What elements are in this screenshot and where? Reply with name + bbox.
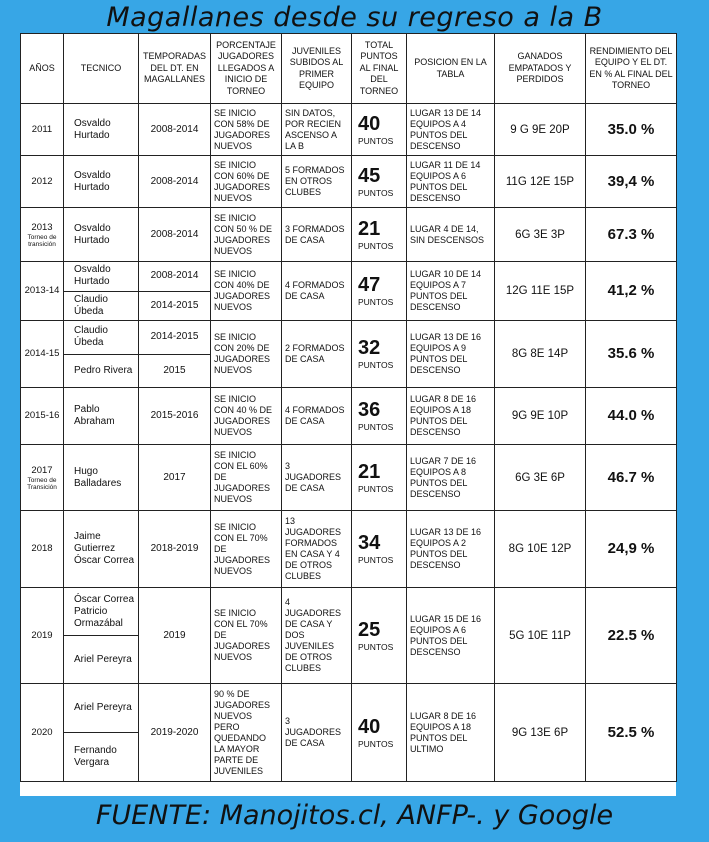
header-rendimiento: RENDIMIENTO DEL EQUIPO Y EL DT. EN % AL FINAL DEL TORNEO [586,34,677,104]
header-tecnico: TECNICO [64,34,139,104]
new-players-cell [211,156,282,208]
performance-cell [586,588,677,684]
performance-text: 52.5 % [607,723,655,741]
season-cell [139,208,211,262]
new-players-cell [211,388,282,445]
new-players-text: SE INICIO CON 60% DE JUGADORES NUEVOS [214,159,271,203]
season-cell [139,388,211,445]
season-cell-entry: 2014-2015 [150,331,199,343]
performance-cell [586,104,677,156]
points-cell [352,208,407,262]
points-label: PUNTOS [358,240,394,251]
performance-text: 22.5 % [607,626,655,644]
year-cell [21,156,64,208]
youth-cell [282,262,352,321]
year-cell [21,262,64,321]
new-players-cell [211,588,282,684]
new-players-cell [211,445,282,511]
season-cell [139,684,211,782]
youth-cell [282,588,352,684]
season-cell-entry: 2015 [163,364,186,376]
record-cell [495,321,586,388]
position-text: LUGAR 13 DE 16 EQUIPOS A 9 PUNTOS DEL DESCENSO [410,332,482,375]
coach-cell [64,511,139,588]
youth-cell [282,208,352,262]
header-juveniles: JUVENILES SUBIDOS AL PRIMER EQUIPO [282,34,352,104]
position-text: LUGAR 7 DE 16 EQUIPOS A 8 PUNTOS DEL DESCENSO [410,455,477,499]
coach-cell [64,156,139,208]
coach-cell [64,588,139,684]
season-cell-entry: 2008-2014 [150,175,199,187]
performance-text: 46.7 % [607,468,655,486]
year-label: 2017 [31,464,53,476]
position-cell [407,684,495,782]
coach-cell [64,321,139,388]
season-cell [139,321,211,388]
performance-cell [586,388,677,445]
points-value: 32 [358,337,381,359]
table-row [21,104,677,156]
year-cell [21,684,64,782]
new-players-cell [211,208,282,262]
youth-cell [282,511,352,588]
new-players-cell [211,321,282,388]
coach-cell-entry: Claudio Úbeda [74,293,108,317]
record-cell [495,511,586,588]
new-players-text: SE INICIO CON 58% DE JUGADORES NUEVOS [214,107,271,151]
coach-cell [64,104,139,156]
position-text: LUGAR 13 DE 14 EQUIPOS A 4 PUNTOS DEL DESCENSO [410,107,482,151]
performance-text: 35.0 % [607,120,655,138]
points-cell [352,321,407,388]
season-cell-entry: 2017 [163,471,186,483]
youth-text: 3 JUGADORES DE CASA [285,461,342,493]
coach-cell-entry: Pedro Rivera [74,364,133,376]
season-cell [139,588,211,684]
position-cell [407,588,495,684]
youth-cell [282,104,352,156]
points-label: PUNTOS [358,641,394,652]
table-row [21,262,677,321]
points-cell [352,511,407,588]
season-cell [139,262,211,321]
points-cell [352,445,407,511]
position-cell [407,321,495,388]
coach-cell-entry: Osvaldo Hurtado [74,169,111,193]
new-players-cell [211,511,282,588]
source-footer: FUENTE: Manojitos.cl, ANFP-. y Google [95,800,614,831]
performance-cell [586,208,677,262]
position-cell [407,511,495,588]
new-players-text: SE INICIO CON EL 70% DE JUGADORES NUEVOS [214,608,271,662]
record-text: 11G 12E 15P [505,175,575,188]
performance-cell [586,445,677,511]
year-cell [21,388,64,445]
new-players-text: SE INICIO CON 40 % DE JUGADORES NUEVOS [214,394,273,437]
coach-cell-entry: Óscar Correa Patricio Ormazábal [74,593,135,629]
performance-text: 24,9 % [607,540,655,557]
season-cell-entry: 2008-2014 [150,270,199,282]
position-cell [407,262,495,321]
points-cell [352,156,407,208]
header-posicion: POSICION EN LA TABLA [407,34,495,104]
position-text: LUGAR 15 DE 16 EQUIPOS A 6 PUNTOS DEL DESCENSO [410,613,482,657]
points-value: 21 [358,460,381,483]
page-title: Magallanes desde su regreso a la B [106,2,603,33]
year-cell [21,588,64,684]
year-label: 2018 [31,543,53,554]
points-value: 40 [358,112,381,135]
points-value: 25 [358,618,381,641]
points-value: 21 [358,217,381,240]
record-cell [495,208,586,262]
table-row [21,388,677,445]
season-cell [139,445,211,511]
points-value: 34 [358,532,381,554]
season-cell-entry: 2019 [163,629,186,641]
position-text: LUGAR 8 DE 16 EQUIPOS A 18 PUNTOS DEL ULTIMO [410,710,477,754]
points-label: PUNTOS [358,483,394,494]
position-cell [407,104,495,156]
youth-text: 3 JUGADORES DE CASA [285,716,342,748]
youth-text: 5 FORMADOS EN OTROS CLUBES [285,165,345,197]
coach-cell-entry: Ariel Pereyra [74,702,132,713]
coach-cell-entry: Jaime Gutierrez Óscar Correa [74,531,135,566]
year-cell [21,208,64,262]
header-temporadas: TEMPORADAS DEL DT. EN MAGALLANES [139,34,211,104]
coach-cell-entry: Fernando Vergara [74,745,117,768]
new-players-text: SE INICIO CON EL 60% DE JUGADORES NUEVOS [214,450,271,504]
coach-cell [64,684,139,782]
points-cell [352,262,407,321]
points-cell [352,104,407,156]
table-row [21,321,677,388]
youth-text: 4 JUGADORES DE CASA Y DOS JUVENILES DE OTROS CLUBES [285,597,342,673]
year-cell [21,321,64,388]
record-text: 6G 3E 3P [515,228,565,241]
position-cell [407,156,495,208]
new-players-text: SE INICIO CON 40% DE JUGADORES NUEVOS [214,269,271,312]
year-cell [21,104,64,156]
stats-table-sheet [20,33,676,796]
season-cell-entry: 2008-2014 [150,228,199,240]
performance-text: 44.0 % [607,407,655,424]
year-label: 2013 [31,221,53,233]
coach-cell-entry: Osvaldo Hurtado [74,264,111,288]
points-value: 36 [358,399,381,421]
points-value: 40 [358,715,381,738]
youth-text: 2 FORMADOS DE CASA [285,343,345,364]
points-label: PUNTOS [358,555,394,565]
record-cell [495,156,586,208]
year-sublabel: Torneo de transición [27,233,57,248]
record-cell [495,445,586,511]
performance-text: 41,2 % [607,282,655,299]
position-text: LUGAR 10 DE 14 EQUIPOS A 7 PUNTOS DEL DESCENSO [410,269,482,312]
position-text: LUGAR 8 DE 16 EQUIPOS A 18 PUNTOS DEL DESCENSO [410,394,477,437]
season-cell-entry: 2008-2014 [150,123,199,135]
coach-cell [64,208,139,262]
record-text: 9 G 9E 20P [510,123,570,136]
points-label: PUNTOS [358,187,394,198]
coach-cell [64,388,139,445]
new-players-text: SE INICIO CON EL 70% DE JUGADORES NUEVOS [214,521,271,576]
points-label: PUNTOS [358,422,394,432]
season-cell [139,511,211,588]
record-text: 9G 13E 6P [511,726,569,739]
points-cell [352,588,407,684]
performance-text: 67.3 % [607,225,655,243]
season-cell-entry: 2015-2016 [150,410,199,421]
performance-cell [586,684,677,782]
coach-cell-entry: Osvaldo Hurtado [74,222,111,246]
youth-cell [282,156,352,208]
header-total: TOTAL PUNTOS AL FINAL DEL TORNEO [352,34,407,104]
year-label: 2014-15 [24,348,60,359]
table-row [21,588,677,684]
record-text: 5G 10E 11P [509,629,571,642]
performance-cell [586,156,677,208]
points-label: PUNTOS [358,738,394,749]
performance-cell [586,511,677,588]
youth-text: 3 FORMADOS DE CASA [285,223,345,245]
year-label: 2013-14 [24,285,60,296]
record-text: 8G 10E 12P [508,543,572,555]
points-label: PUNTOS [358,297,394,307]
new-players-text: 90 % DE JUGADORES NUEVOS PERO QUEDANDO LA MAYOR PARTE DE JUVENILES [214,688,271,776]
season-cell [139,104,211,156]
season-cell-entry: 2014-2015 [150,299,199,311]
coach-cell-entry: Pablo Abraham [74,404,115,427]
coach-cell-entry: Ariel Pereyra [74,653,132,665]
record-text: 12G 11E 15P [505,285,575,297]
youth-text: SIN DATOS, POR RECIEN ASCENSO A LA B [285,107,342,151]
table-row [21,445,677,511]
record-text: 9G 9E 10P [511,410,569,422]
record-cell [495,104,586,156]
table-header-row [21,34,677,104]
season-cell [139,156,211,208]
year-label: 2015-16 [24,410,60,421]
youth-text: 4 FORMADOS DE CASA [285,405,345,426]
table-row [21,208,677,262]
record-cell [495,388,586,445]
youth-text: 4 FORMADOS DE CASA [285,280,345,301]
stats-table [20,33,677,782]
year-cell [21,445,64,511]
coach-cell-entry: Osvaldo Hurtado [74,117,111,141]
record-cell [495,262,586,321]
new-players-cell [211,262,282,321]
season-cell-entry: 2019-2020 [150,726,199,738]
youth-text: 13 JUGADORES FORMADOS EN CASA Y 4 DE OTROS CLUBES [285,516,342,581]
header-ganados: GANADOS EMPATADOS Y PERDIDOS [495,34,586,104]
record-cell [495,588,586,684]
points-label: PUNTOS [358,135,394,146]
table-row [21,684,677,782]
position-cell [407,208,495,262]
youth-cell [282,321,352,388]
youth-cell [282,445,352,511]
points-cell [352,388,407,445]
coach-cell [64,262,139,321]
points-value: 45 [358,164,381,187]
coach-cell-entry: Claudio Úbeda [74,325,108,349]
header-porcentaje: PORCENTAJE JUGADORES LLEGADOS A INICIO DE TORNEO [211,34,282,104]
record-text: 6G 3E 6P [515,471,565,484]
new-players-text: SE INICIO CON 20% DE JUGADORES NUEVOS [214,332,271,375]
record-text: 8G 8E 14P [511,348,569,360]
youth-cell [282,684,352,782]
performance-cell [586,262,677,321]
position-text: LUGAR 11 DE 14 EQUIPOS A 6 PUNTOS DEL DESCENSO [410,159,481,203]
points-value: 47 [358,274,381,296]
year-label: 2019 [31,629,53,641]
season-cell-entry: 2018-2019 [150,543,199,554]
year-cell [21,511,64,588]
record-cell [495,684,586,782]
year-label: 2020 [31,726,53,738]
year-label: 2011 [31,123,53,135]
youth-cell [282,388,352,445]
year-sublabel: Torneo de Transición [27,476,57,491]
table-row [21,511,677,588]
points-cell [352,684,407,782]
performance-text: 35.6 % [607,345,655,362]
performance-text: 39,4 % [607,172,655,190]
position-text: LUGAR 13 DE 16 EQUIPOS A 2 PUNTOS DEL DESCENSO [410,527,482,570]
new-players-cell [211,684,282,782]
new-players-cell [211,104,282,156]
position-cell [407,445,495,511]
position-text: LUGAR 4 DE 14, SIN DESCENSOS [410,223,485,245]
coach-cell-entry: Hugo Balladares [74,465,122,489]
header-anos: AÑOS [21,34,64,104]
performance-cell [586,321,677,388]
new-players-text: SE INICIO CON 50 % DE JUGADORES NUEVOS [214,212,273,256]
table-row [21,156,677,208]
points-label: PUNTOS [358,360,394,370]
coach-cell [64,445,139,511]
year-label: 2012 [31,175,53,187]
position-cell [407,388,495,445]
